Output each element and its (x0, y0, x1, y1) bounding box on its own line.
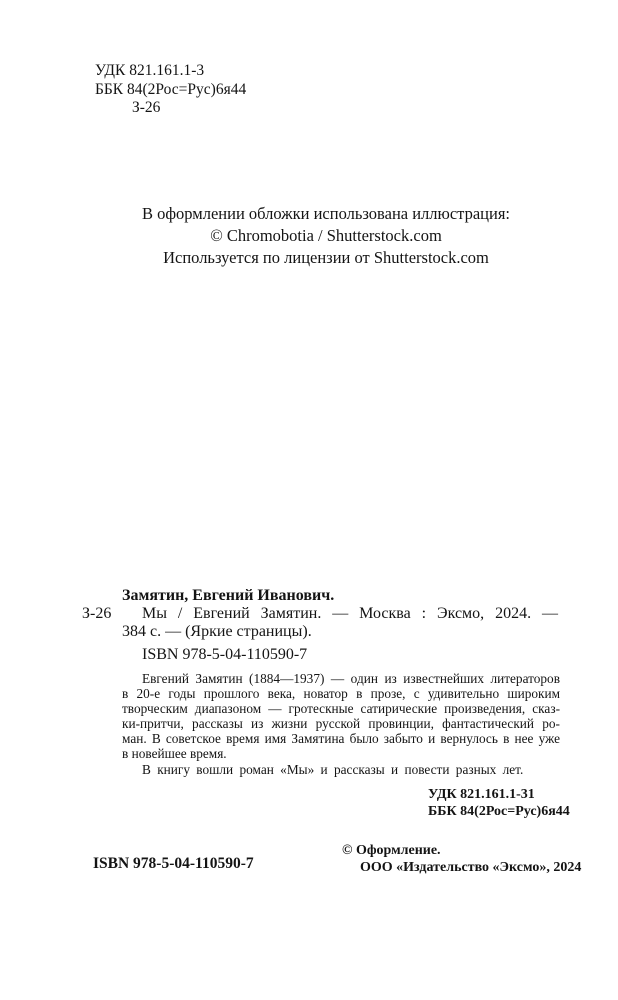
cover-credit-line2: © Chromobotia / Shutterstock.com (210, 226, 442, 245)
catalog-title-line: Мы / Евгений Замятин. — Москва : Эксмо, 2024. — (142, 605, 558, 622)
annotation-line: в новейшее время. (122, 746, 227, 762)
catalog-author-heading: Замятин, Евгений Иванович. (122, 587, 335, 604)
annotation-line: ман. В советское время имя Замятина было забыто и вернулось в нее уже (122, 731, 560, 747)
cover-credit-line1: В оформлении обложки использована иллюстрация: (141, 204, 510, 223)
annotation-line: в 20-е годы прошлого века, новатор в прозе, с удивительно широким (122, 686, 560, 702)
bottom-classification-codes (428, 786, 570, 820)
cover-credit-line3: Используется по лицензии от Shutterstock.com (163, 248, 489, 267)
catalog-isbn: ISBN 978-5-04-110590-7 (142, 646, 308, 663)
footer-copyright-block (342, 843, 581, 876)
annotation-contents-note: В книгу вошли роман «Мы» и рассказы и повести разных лет. (142, 761, 524, 777)
copyright-publisher-line: ООО «Издательство «Эксмо», 2024 (360, 859, 582, 875)
top-classification-codes (95, 62, 246, 118)
catalog-author-sign: З-26 (82, 605, 112, 622)
udk-code-bottom: УДК 821.161.1-31 (428, 787, 535, 802)
annotation-block (122, 671, 560, 777)
footer-isbn: ISBN 978-5-04-110590-7 (93, 855, 254, 872)
catalog-collation-line: 384 с. — (Яркие страницы). (122, 623, 312, 640)
copyright-design-line: © Оформление. (342, 843, 441, 858)
annotation-line: Евгений Замятин (1884—1937) — один из известнейших литераторов (142, 671, 560, 686)
annotation-line: творческим диапазоном — гротескные сатирические произведения, сказ- (122, 701, 560, 717)
udk-code: УДК 821.161.1-3 (95, 62, 205, 79)
bbk-code-bottom: ББК 84(2Рос=Рус)6я44 (428, 804, 570, 819)
annotation-line: ки-притчи, рассказы из жизни русской провинции, фантастический ро- (122, 716, 560, 732)
author-sign: З-26 (132, 99, 161, 116)
cover-illustration-credit (86, 203, 566, 269)
bbk-code: ББК 84(2Рос=Рус)6я44 (95, 80, 247, 98)
